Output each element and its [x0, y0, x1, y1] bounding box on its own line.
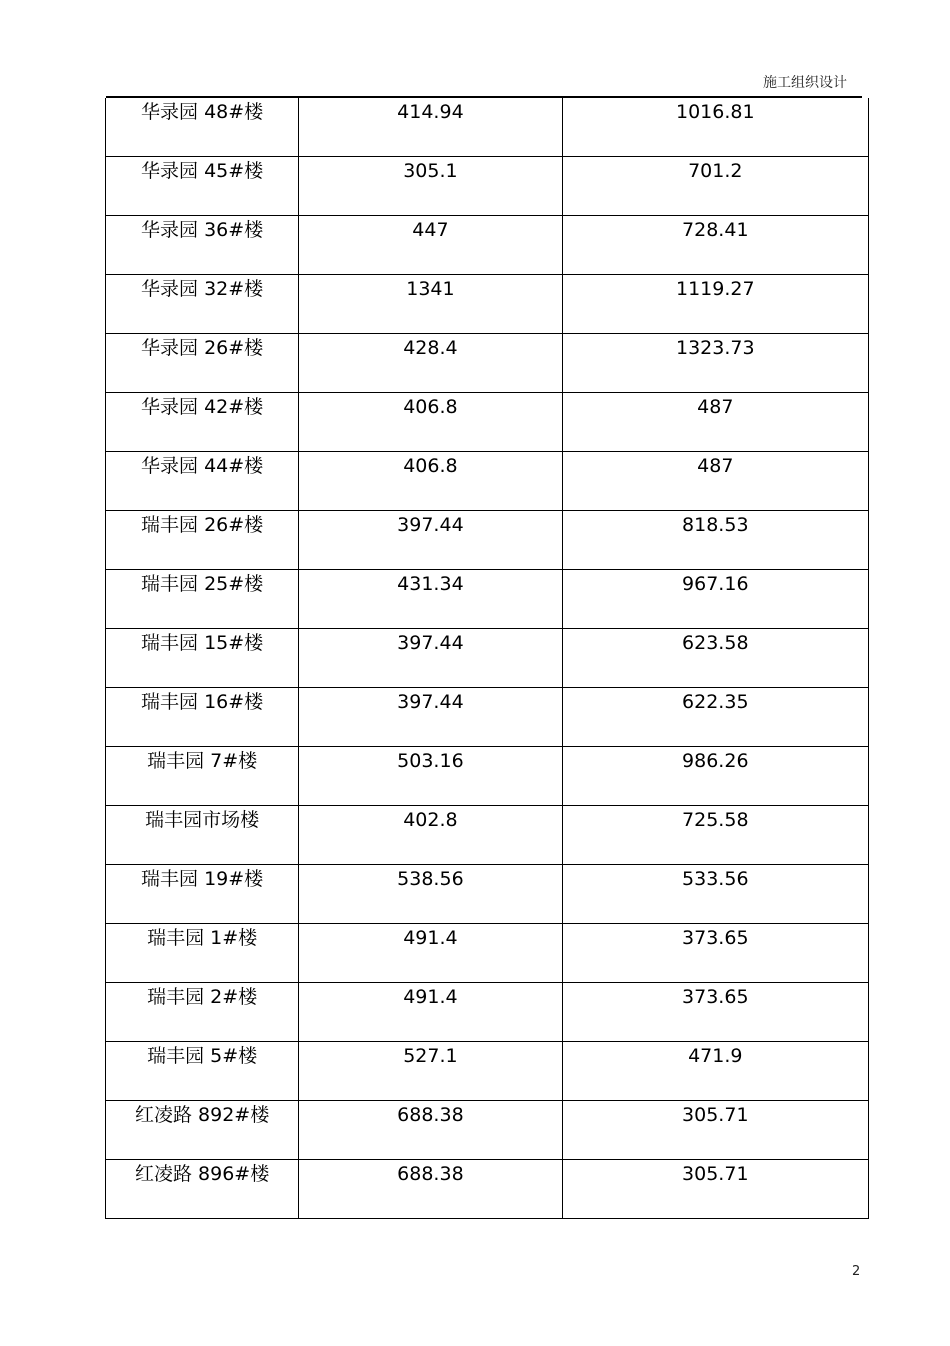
cell-text: 406.8 — [403, 396, 458, 418]
cell-text: 瑞丰园 15#楼 — [141, 632, 264, 654]
cell-text: 305.1 — [403, 160, 458, 182]
value-2-cell — [562, 216, 868, 275]
cell-text: 818.53 — [682, 514, 749, 536]
value-1-cell — [299, 865, 562, 924]
value-1-cell — [299, 983, 562, 1042]
cell-text: 瑞丰园 7#楼 — [147, 750, 258, 772]
cell-text: 红凌路 896#楼 — [135, 1163, 270, 1185]
building-name-cell — [106, 216, 299, 275]
cell-text: 1341 — [406, 278, 455, 300]
cell-text: 瑞丰园 16#楼 — [141, 691, 264, 713]
header-title: 施工组织设计 — [763, 75, 847, 91]
cell-text: 487 — [697, 396, 734, 418]
cell-text: 华录园 48#楼 — [141, 101, 264, 123]
table-row — [106, 393, 869, 452]
cell-text: 701.2 — [688, 160, 743, 182]
value-1-cell — [299, 747, 562, 806]
cell-text: 533.56 — [682, 868, 749, 890]
building-name-cell — [106, 1101, 299, 1160]
cell-text: 967.16 — [682, 573, 749, 595]
building-name-cell — [106, 1042, 299, 1101]
cell-text: 1323.73 — [676, 337, 755, 359]
building-name-cell — [106, 983, 299, 1042]
cell-text: 瑞丰园市场楼 — [145, 809, 260, 831]
cell-text: 538.56 — [397, 868, 464, 890]
cell-text: 725.58 — [682, 809, 749, 831]
cell-text: 华录园 32#楼 — [141, 278, 264, 300]
value-1-cell — [299, 1101, 562, 1160]
value-2-cell — [562, 393, 868, 452]
value-2-cell — [562, 983, 868, 1042]
value-1-cell — [299, 629, 562, 688]
cell-text: 373.65 — [682, 927, 749, 949]
cell-text: 瑞丰园 5#楼 — [147, 1045, 258, 1067]
table-row — [106, 865, 869, 924]
table-row — [106, 511, 869, 570]
table-row — [106, 216, 869, 275]
table-row — [106, 1101, 869, 1160]
building-name-cell — [106, 806, 299, 865]
table-row — [106, 688, 869, 747]
value-2-cell — [562, 924, 868, 983]
building-name-cell — [106, 98, 299, 157]
cell-text: 471.9 — [688, 1045, 743, 1067]
table-row — [106, 570, 869, 629]
building-name-cell — [106, 157, 299, 216]
cell-text: 688.38 — [397, 1163, 464, 1185]
value-1-cell — [299, 216, 562, 275]
cell-text: 华录园 45#楼 — [141, 160, 264, 182]
building-name-cell — [106, 570, 299, 629]
cell-text: 红凌路 892#楼 — [135, 1104, 270, 1126]
building-name-cell — [106, 688, 299, 747]
value-2-cell — [562, 570, 868, 629]
cell-text: 1016.81 — [676, 101, 755, 123]
cell-text: 305.71 — [682, 1104, 749, 1126]
value-1-cell — [299, 1160, 562, 1219]
value-1-cell — [299, 806, 562, 865]
cell-text: 373.65 — [682, 986, 749, 1008]
value-2-cell — [562, 1042, 868, 1101]
table-row — [106, 747, 869, 806]
cell-text: 622.35 — [682, 691, 749, 713]
table-row — [106, 924, 869, 983]
table-row — [106, 157, 869, 216]
table-row — [106, 334, 869, 393]
value-1-cell — [299, 688, 562, 747]
cell-text: 华录园 42#楼 — [141, 396, 264, 418]
table-row — [106, 275, 869, 334]
building-name-cell — [106, 275, 299, 334]
table-row — [106, 629, 869, 688]
cell-text: 688.38 — [397, 1104, 464, 1126]
cell-text: 402.8 — [403, 809, 458, 831]
cell-text: 527.1 — [403, 1045, 458, 1067]
cell-text: 397.44 — [397, 632, 464, 654]
value-1-cell — [299, 924, 562, 983]
cell-text: 瑞丰园 2#楼 — [147, 986, 258, 1008]
cell-text: 728.41 — [682, 219, 749, 241]
value-2-cell — [562, 747, 868, 806]
cell-text: 491.4 — [403, 986, 458, 1008]
cell-text: 瑞丰园 26#楼 — [141, 514, 264, 536]
building-name-cell — [106, 511, 299, 570]
value-2-cell — [562, 452, 868, 511]
table-row — [106, 983, 869, 1042]
page-number: 2 — [852, 1264, 861, 1279]
cell-text: 986.26 — [682, 750, 749, 772]
building-name-cell — [106, 452, 299, 511]
value-1-cell — [299, 1042, 562, 1101]
building-name-cell — [106, 393, 299, 452]
value-2-cell — [562, 275, 868, 334]
cell-text: 华录园 26#楼 — [141, 337, 264, 359]
building-name-cell — [106, 865, 299, 924]
value-1-cell — [299, 157, 562, 216]
cell-text: 瑞丰园 25#楼 — [141, 573, 264, 595]
cell-text: 428.4 — [403, 337, 458, 359]
cell-text: 瑞丰园 1#楼 — [147, 927, 258, 949]
cell-text: 305.71 — [682, 1163, 749, 1185]
building-name-cell — [106, 747, 299, 806]
cell-text: 414.94 — [397, 101, 464, 123]
value-2-cell — [562, 1101, 868, 1160]
cell-text: 487 — [697, 455, 734, 477]
cell-text: 瑞丰园 19#楼 — [141, 868, 264, 890]
cell-text: 491.4 — [403, 927, 458, 949]
value-2-cell — [562, 629, 868, 688]
cell-text: 447 — [412, 219, 449, 241]
value-1-cell — [299, 511, 562, 570]
value-2-cell — [562, 511, 868, 570]
building-name-cell — [106, 924, 299, 983]
value-2-cell — [562, 157, 868, 216]
data-table — [105, 98, 869, 1219]
cell-text: 406.8 — [403, 455, 458, 477]
cell-text: 431.34 — [397, 573, 464, 595]
value-2-cell — [562, 334, 868, 393]
value-1-cell — [299, 452, 562, 511]
value-1-cell — [299, 275, 562, 334]
building-name-cell — [106, 334, 299, 393]
table-row — [106, 1042, 869, 1101]
value-2-cell — [562, 688, 868, 747]
cell-text: 397.44 — [397, 514, 464, 536]
cell-text: 1119.27 — [676, 278, 755, 300]
cell-text: 华录园 36#楼 — [141, 219, 264, 241]
cell-text: 华录园 44#楼 — [141, 455, 264, 477]
table-body — [106, 98, 869, 1219]
value-2-cell — [562, 98, 868, 157]
table-row — [106, 806, 869, 865]
table-row — [106, 452, 869, 511]
value-1-cell — [299, 570, 562, 629]
value-1-cell — [299, 334, 562, 393]
table-row — [106, 98, 869, 157]
value-2-cell — [562, 806, 868, 865]
value-1-cell — [299, 98, 562, 157]
cell-text: 397.44 — [397, 691, 464, 713]
value-1-cell — [299, 393, 562, 452]
cell-text: 623.58 — [682, 632, 749, 654]
building-name-cell — [106, 1160, 299, 1219]
value-2-cell — [562, 1160, 868, 1219]
cell-text: 503.16 — [397, 750, 464, 772]
value-2-cell — [562, 865, 868, 924]
table-row — [106, 1160, 869, 1219]
building-name-cell — [106, 629, 299, 688]
